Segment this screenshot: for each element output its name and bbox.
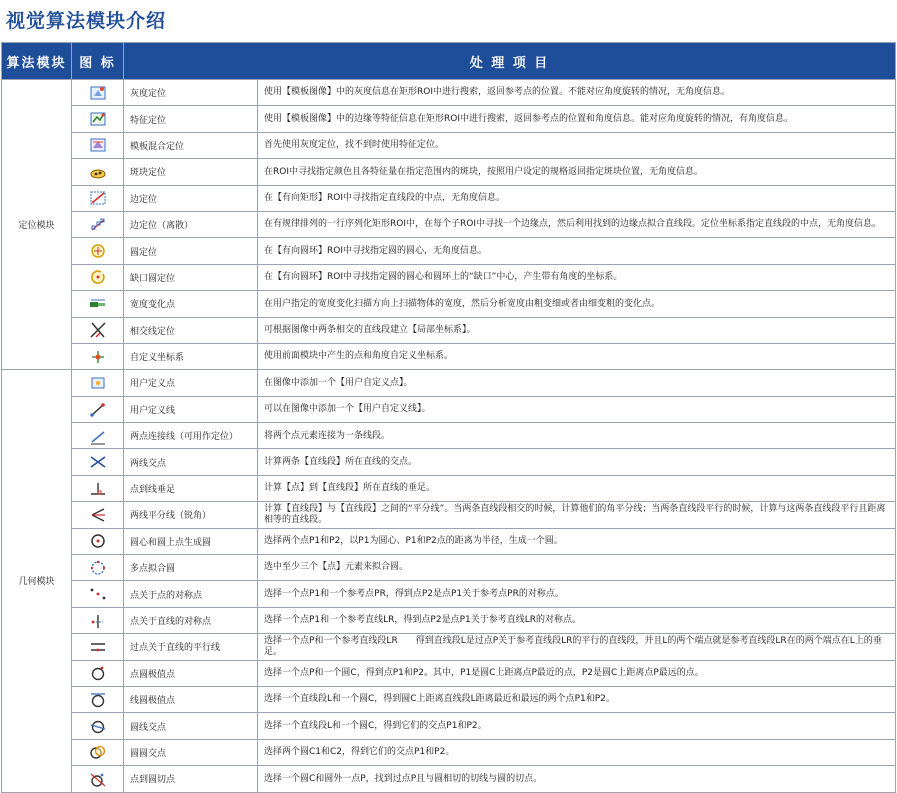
edge-scatter-icon xyxy=(72,211,124,237)
table-row xyxy=(2,185,896,211)
item-name: 两点连接线（可用作定位） xyxy=(124,423,258,449)
line-circle-cross-icon xyxy=(72,713,124,739)
item-name: 灰度定位 xyxy=(124,80,258,106)
user-line-icon xyxy=(72,396,124,422)
item-name: 圆定位 xyxy=(124,238,258,264)
item-description: 选择两个圆C1和C2，得到它们的交点P1和P2。 xyxy=(258,739,896,765)
parallel-icon xyxy=(72,634,124,660)
center-circle-icon xyxy=(72,528,124,554)
header-items: 处 理 项 目 xyxy=(124,43,896,80)
item-description: 在有规律排列的一行序列化矩形ROI中，在每个子ROI中寻找一个边缘点，然后利用找到的边缘点拟合直线段。定位坐标系指定直线段的中点，无角度信息。 xyxy=(258,211,896,237)
category-cell: 定位模块 xyxy=(2,80,72,370)
table-row xyxy=(2,211,896,237)
table-row xyxy=(2,660,896,686)
item-name: 圆心和圆上点生成圆 xyxy=(124,528,258,554)
item-description: 选择两个点P1和P2，以P1为圆心、P1和P2点的距离为半径，生成一个圆。 xyxy=(258,528,896,554)
fit-circle-icon xyxy=(72,555,124,581)
notch-circle-icon xyxy=(72,264,124,290)
item-name: 用户定义线 xyxy=(124,396,258,422)
item-description: 在用户指定的宽度变化扫描方向上扫描物体的宽度，然后分析宽度由粗变细或者由细变粗的变化点。 xyxy=(258,291,896,317)
item-description: 在图像中添加一个【用户自定义点】。 xyxy=(258,370,896,396)
custom-coord-icon xyxy=(72,343,124,369)
table-row xyxy=(2,449,896,475)
table-row xyxy=(2,238,896,264)
header-icon: 图 标 xyxy=(72,43,124,80)
cross-line-icon xyxy=(72,317,124,343)
category-cell: 几何模块 xyxy=(2,370,72,792)
algorithm-table xyxy=(1,42,896,793)
table-row xyxy=(2,713,896,739)
item-name: 点关于点的对称点 xyxy=(124,581,258,607)
table-row xyxy=(2,528,896,554)
item-name: 两线交点 xyxy=(124,449,258,475)
line-sym-icon xyxy=(72,607,124,633)
item-description: 首先使用灰度定位，找不到时使用特征定位。 xyxy=(258,132,896,158)
gray-locate-icon xyxy=(72,80,124,106)
item-description: 选择一个直线段L和一个圆C，得到圆C上距离直线段L距离最近和最远的两个点P1和P2。 xyxy=(258,686,896,712)
table-row xyxy=(2,423,896,449)
item-description: 选择一个点P和一个圆C，得到点P1和P2。其中，P1是圆C上距离点P最近的点，P2是圆C上距离点P最远的点。 xyxy=(258,660,896,686)
table-row xyxy=(2,291,896,317)
item-description: 选择一个点P1和一个参考点PR，得到点P2是点P1关于参考点PR的对称点。 xyxy=(258,581,896,607)
table-row xyxy=(2,581,896,607)
item-description: 使用前面模块中产生的点和角度自定义坐标系。 xyxy=(258,343,896,369)
item-name: 特征定位 xyxy=(124,106,258,132)
item-description: 计算【点】到【直线段】所在直线的垂足。 xyxy=(258,475,896,501)
item-description: 使用【模板图像】中的灰度信息在矩形ROI中进行搜索，返回参考点的位置。不能对应角度旋转的情况，无角度信息。 xyxy=(258,80,896,106)
item-name: 边定位（离散） xyxy=(124,211,258,237)
point-sym-icon xyxy=(72,581,124,607)
table-row xyxy=(2,264,896,290)
item-name: 圆圆交点 xyxy=(124,739,258,765)
line-cross-icon xyxy=(72,449,124,475)
table-row xyxy=(2,159,896,185)
template-mix-icon xyxy=(72,132,124,158)
item-description: 选中至少三个【点】元素来拟合圆。 xyxy=(258,555,896,581)
table-row xyxy=(2,106,896,132)
width-change-icon xyxy=(72,291,124,317)
table-row xyxy=(2,766,896,792)
circle-circle-cross-icon xyxy=(72,739,124,765)
item-name: 用户定义点 xyxy=(124,370,258,396)
two-point-line-icon xyxy=(72,423,124,449)
item-name: 点到圆切点 xyxy=(124,766,258,792)
header-category: 算法模块 xyxy=(2,43,72,80)
edge-locate-icon xyxy=(72,185,124,211)
circle-locate-icon xyxy=(72,238,124,264)
item-name: 点关于直线的对称点 xyxy=(124,607,258,633)
item-name: 模板混合定位 xyxy=(124,132,258,158)
tangent-icon xyxy=(72,766,124,792)
table-row xyxy=(2,607,896,633)
table-row xyxy=(2,370,896,396)
bisector-icon xyxy=(72,502,124,528)
item-name: 自定义坐标系 xyxy=(124,343,258,369)
item-description: 在【有向矩形】ROI中寻找指定直线段的中点，无角度信息。 xyxy=(258,185,896,211)
item-description: 可以在图像中添加一个【用户自定义线】。 xyxy=(258,396,896,422)
item-description: 在ROI中寻找指定颜色且各特征量在指定范围内的斑块，按照用户设定的规格返回指定斑块位置，无角度信息。 xyxy=(258,159,896,185)
item-name: 相交线定位 xyxy=(124,317,258,343)
item-description: 在【有向圆环】ROI中寻找指定圆的圆心和圆环上的“缺口”中心，产生带有角度的坐标系。 xyxy=(258,264,896,290)
table-row xyxy=(2,132,896,158)
item-name: 宽度变化点 xyxy=(124,291,258,317)
table-row xyxy=(2,396,896,422)
line-circle-extreme-icon xyxy=(72,686,124,712)
item-name: 点圆极值点 xyxy=(124,660,258,686)
table-row xyxy=(2,739,896,765)
table-row xyxy=(2,475,896,501)
perpendicular-icon xyxy=(72,475,124,501)
item-description: 可根据图像中两条相交的直线段建立【局部坐标系】。 xyxy=(258,317,896,343)
item-description: 计算两条【直线段】所在直线的交点。 xyxy=(258,449,896,475)
page-title: 视觉算法模块介绍 xyxy=(6,10,167,32)
item-description: 在【有向圆环】ROI中寻找指定圆的圆心，无角度信息。 xyxy=(258,238,896,264)
item-description: 选择一个点P1和一个参考直线LR，得到点P2是点P1关于参考直线LR的对称点。 xyxy=(258,607,896,633)
item-description: 选择一个直线段L和一个圆C，得到它们的交点P1和P2。 xyxy=(258,713,896,739)
feature-locate-icon xyxy=(72,106,124,132)
table-row xyxy=(2,80,896,106)
blob-locate-icon xyxy=(72,159,124,185)
item-name: 线圆极值点 xyxy=(124,686,258,712)
table-row xyxy=(2,502,896,528)
item-description: 选择一个圆C和圆外一点P，找到过点P且与圆相切的切线与圆的切点。 xyxy=(258,766,896,792)
item-name: 边定位 xyxy=(124,185,258,211)
item-name: 两线平分线（锐角） xyxy=(124,502,258,528)
item-name: 斑块定位 xyxy=(124,159,258,185)
item-name: 过点关于直线的平行线 xyxy=(124,634,258,660)
item-description: 将两个点元素连接为一条线段。 xyxy=(258,423,896,449)
table-row xyxy=(2,686,896,712)
item-description: 选择一个点P和一个参考直线段LR 得到直线段L是过点P关于参考直线段LR的平行的直线段，并且L的两个端点就是参考直线段LR在的两个端点在L上的垂足。 xyxy=(258,634,896,660)
item-name: 点到线垂足 xyxy=(124,475,258,501)
table-row xyxy=(2,343,896,369)
item-name: 圆线交点 xyxy=(124,713,258,739)
item-name: 多点拟合圆 xyxy=(124,555,258,581)
user-point-icon xyxy=(72,370,124,396)
item-name: 缺口圆定位 xyxy=(124,264,258,290)
table-row xyxy=(2,317,896,343)
item-description: 使用【模板图像】中的边缘等特征信息在矩形ROI中进行搜索，返回参考点的位置和角度信息。能对应角度旋转的情况，有角度信息。 xyxy=(258,106,896,132)
table-header-row xyxy=(2,43,896,80)
item-description: 计算【直线段】与【直线段】之间的“平分线”。当两条直线段相交的时候，计算他们的角平分线；当两条直线段平行的时候，计算与这两条直线段平行且距离相等的直线段。 xyxy=(258,502,896,528)
point-circle-extreme-icon xyxy=(72,660,124,686)
table-row xyxy=(2,634,896,660)
table-row xyxy=(2,555,896,581)
